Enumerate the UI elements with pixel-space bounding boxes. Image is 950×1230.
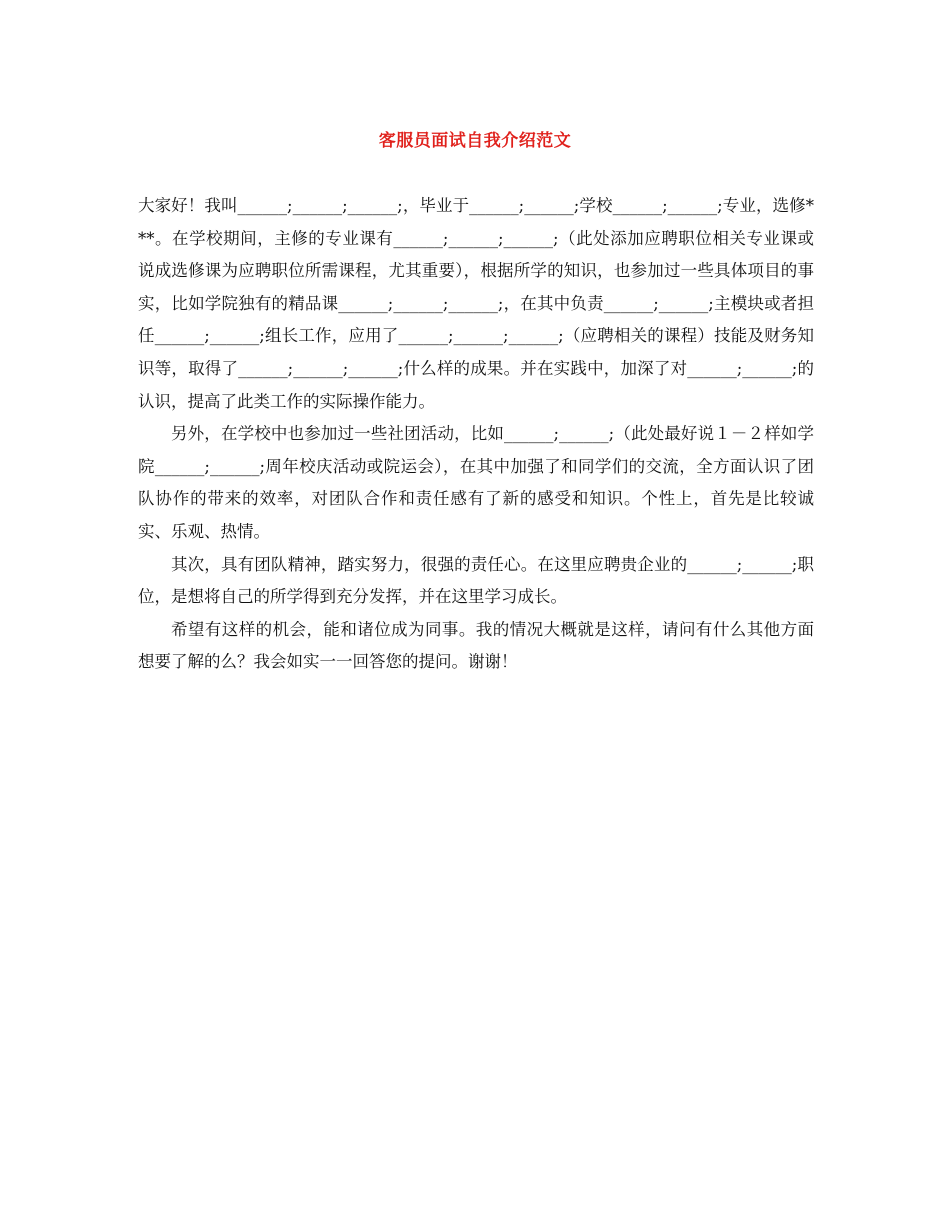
document-body — [138, 190, 814, 679]
paragraph-1: 大家好！我叫______;______;______;，毕业于______;______;学校______;______;专业，选修***。在学校期间，主修的专业课有______;______;______;（此处添加应聘职位相关专业课或说成选修课为应聘职位所需课程，尤其重要），根据所学的知识，也参加过一些具体项目的事实，比如学院独有的精品课______;______;______;，在其中负责______;______;主模块或者担任______;______;组长工作，应用了______;______;______;（应聘相关的课程）技能及财务知识等，取得了______;______;______;什么样的成果。并在实践中，加深了对______;______;的认识，提高了此类工作的实际操作能力。 — [138, 196, 814, 411]
document-title: 客服员面试自我介绍范文 — [378, 131, 572, 151]
paragraph-4: 希望有这样的机会，能和诸位成为同事。我的情况大概就是这样，请问有什么其他方面想要了解的么？我会如实一一回答您的提问。谢谢！ — [138, 619, 814, 672]
paragraph-3: 其次，具有团队精神，踏实努力，很强的责任心。在这里应聘贵企业的______;______;职位，是想将自己的所学得到充分发挥，并在这里学习成长。 — [138, 554, 814, 607]
paragraph-2: 另外，在学校中也参加过一些社团活动，比如______;______;（此处最好说１－２样如学院______;______;周年校庆活动或院运会），在其中加强了和同学们的交流，全方面认识了团队协作的带来的效率，对团队合作和责任感有了新的感受和知识。个性上，首先是比较诚实、乐观、热情。 — [138, 424, 814, 541]
